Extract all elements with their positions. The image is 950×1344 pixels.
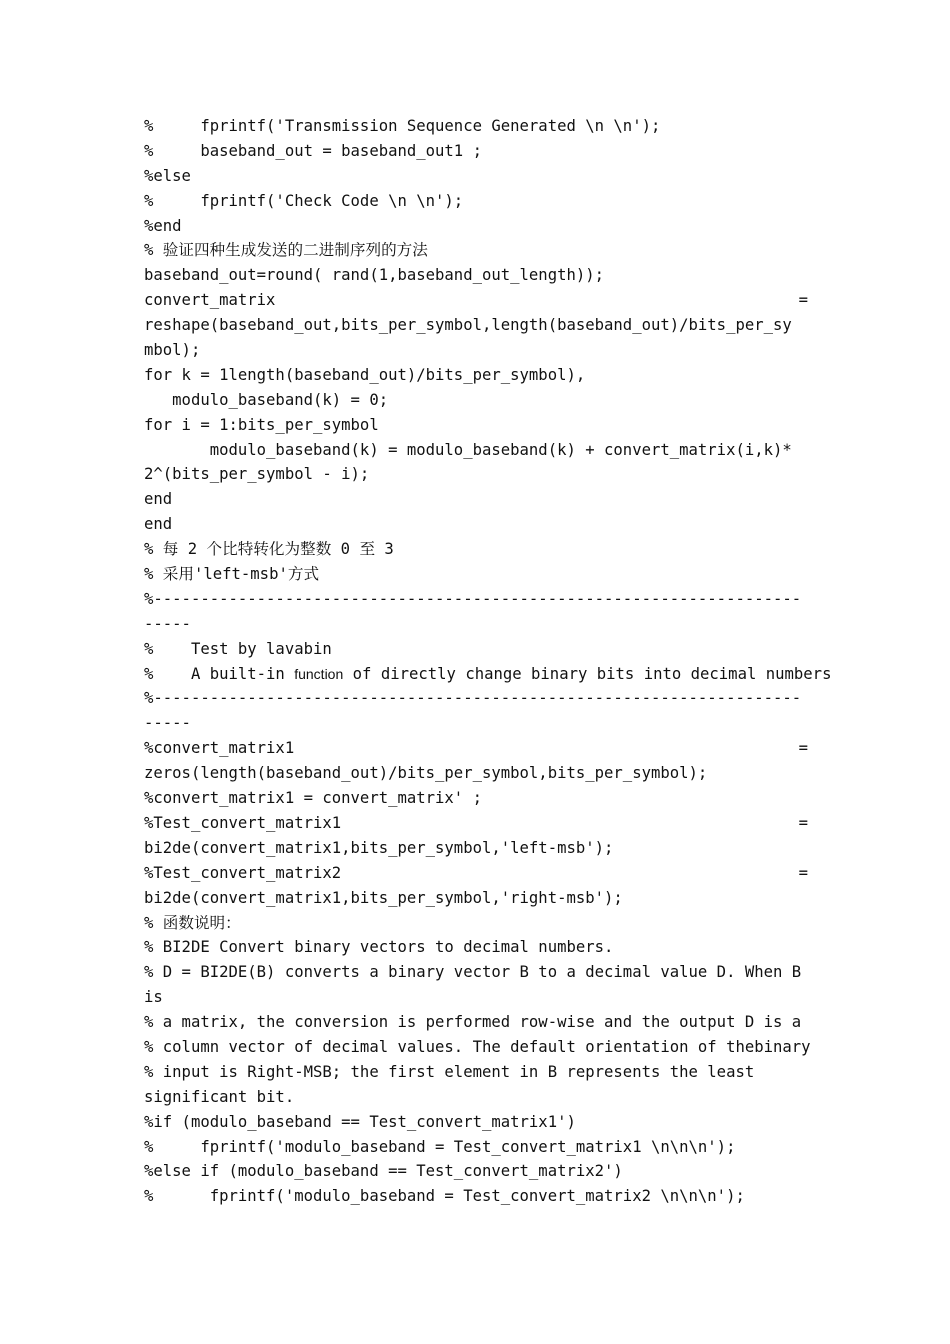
code-line (144, 736, 808, 761)
code-line: zeros(length(baseband_out)/bits_per_symbol,bits_per_symbol); (144, 764, 708, 783)
code-line-left: %Test_convert_matrix1 (144, 813, 342, 832)
code-line: %if (modulo_baseband == Test_convert_matrix1') (144, 1112, 576, 1131)
code-line: reshape(baseband_out,bits_per_symbol,length(baseband_out)/bits_per_sy (144, 316, 792, 335)
code-line: % D = BI2DE(B) converts a binary vector B to a decimal value D. When B (144, 963, 802, 982)
code-line: ----- (144, 714, 191, 733)
code-line (144, 811, 808, 836)
code-line: for k = 1length(baseband_out)/bits_per_symbol), (144, 365, 586, 384)
code-line: % 验证四种生成发送的二进制序列的方法 (144, 241, 428, 260)
code-line: bi2de(convert_matrix1,bits_per_symbol,'left-msb'); (144, 838, 614, 857)
code-line: % fprintf('modulo_baseband = Test_convert_matrix2 \n\n\n'); (144, 1187, 745, 1206)
code-line: % Test by lavabin (144, 639, 332, 658)
code-line: %else if (modulo_baseband == Test_convert_matrix2') (144, 1162, 623, 1181)
code-line: mbol); (144, 341, 201, 360)
code-line-right: = (798, 291, 808, 310)
code-line: %convert_matrix1 = convert_matrix' ; (144, 789, 482, 808)
code-line: % BI2DE Convert binary vectors to decimal numbers. (144, 938, 614, 957)
code-line-right: = (798, 739, 808, 758)
code-line: %else (144, 166, 191, 185)
code-line: 2^(bits_per_symbol - i); (144, 465, 370, 484)
code-line: %end (144, 216, 182, 235)
code-line: % fprintf('modulo_baseband = Test_convert_matrix1 \n\n\n'); (144, 1137, 736, 1156)
code-line: %--------------------------------------------------------------------- (144, 589, 802, 608)
code-line: is (144, 988, 163, 1007)
code-line-right: = (798, 813, 808, 832)
code-line (144, 288, 808, 313)
code-line: significant bit. (144, 1087, 295, 1106)
code-line: for i = 1:bits_per_symbol (144, 415, 379, 434)
code-line: modulo_baseband(k) = modulo_baseband(k) + convert_matrix(i,k)* (144, 440, 792, 459)
code-line (144, 861, 808, 886)
code-line: end (144, 515, 173, 534)
code-line: baseband_out=round( rand(1,baseband_out_length)); (144, 266, 605, 285)
code-line: % input is Right-MSB; the first element in B represents the least (144, 1062, 755, 1081)
code-line: modulo_baseband(k) = 0; (144, 390, 389, 409)
code-line (144, 662, 832, 687)
code-segment: % A built-in (144, 664, 295, 683)
code-line: % fprintf('Transmission Sequence Generated \n \n'); (144, 117, 661, 135)
code-segment: of directly change binary bits into decimal numbers (343, 664, 832, 683)
code-keyword: function (294, 665, 344, 682)
code-line: % baseband_out = baseband_out1 ; (144, 141, 482, 160)
code-line: %--------------------------------------------------------------------- (144, 689, 802, 708)
code-line-right: = (798, 863, 808, 882)
code-line: % fprintf('Check Code \n \n'); (144, 191, 464, 210)
code-line-left: convert_matrix (144, 291, 276, 310)
code-line: % 每 2 个比特转化为整数 0 至 3 (144, 540, 394, 559)
code-line: end (144, 490, 173, 509)
code-line: ----- (144, 614, 191, 633)
code-line: % 函数说明： (144, 913, 241, 932)
code-line: bi2de(convert_matrix1,bits_per_symbol,'right-msb'); (144, 888, 623, 907)
code-listing (144, 114, 832, 1209)
code-line: % a matrix, the conversion is performed row-wise and the output D is a (144, 1013, 802, 1032)
code-line-left: %convert_matrix1 (144, 739, 295, 758)
code-line-left: %Test_convert_matrix2 (144, 863, 342, 882)
code-line: % column vector of decimal values. The default orientation of thebinary (144, 1037, 811, 1056)
code-line: % 采用'left-msb'方式 (144, 565, 320, 584)
